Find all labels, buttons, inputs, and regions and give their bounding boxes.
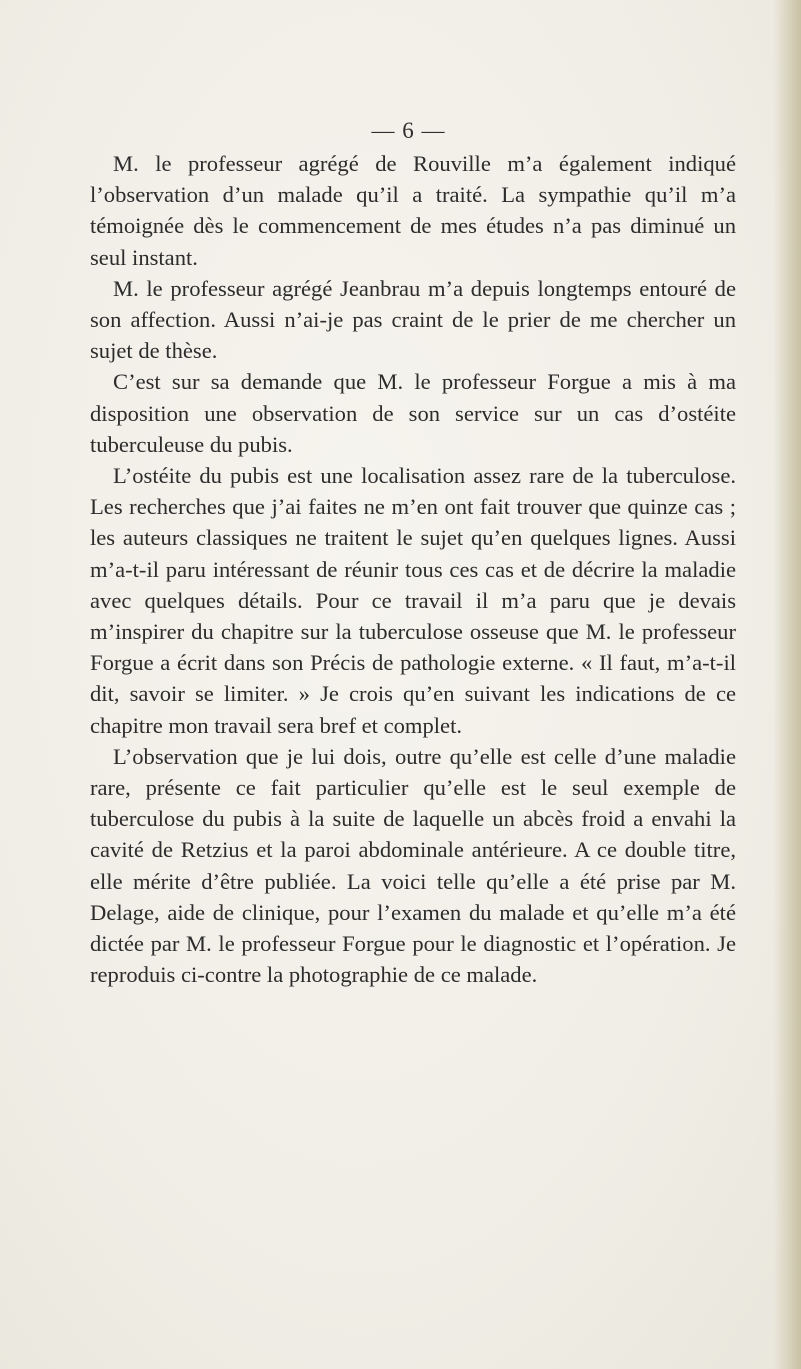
page-edge-shadow [773, 0, 801, 1369]
page-number: — 6 — [371, 118, 446, 143]
paragraph-observation: L’observation que je lui dois, outre qu’elle est celle d’une maladie rare, présente ce fait particulier qu’elle est le seul exemple de tuberculose du pubis à la suite de laquelle un abcès froid a envahi la cavité de Retzius et la paroi abdominale antérieure. A ce double titre, elle mérite d’être publiée. La voici telle qu’elle a été prise par M. Delage, aide de clinique, pour l’examen du malade et qu’elle m’a été dictée par M. le professeur Forgue pour le diagnostic et l’opération. Je reproduis ci-contre la photographie de ce malade. [90, 743, 736, 988]
body-text [90, 148, 736, 990]
paragraph-forgue: C’est sur sa demande que M. le professeur Forgue a mis à ma disposition une observation de son service sur un cas d’ostéite tuberculeuse du pubis. [90, 369, 736, 457]
paragraph-osteite: L’ostéite du pubis est une localisation assez rare de la tuberculose. Les recherches que j’ai faites ne m’en ont fait trouver que quinze cas ; les auteurs classiques ne traitent le sujet qu’en quelques lignes. Aussi m’a-t-il paru intéressant de réunir tous ces cas et de décrire la maladie avec quelques détails. Pour ce travail il m’a paru que je devais m’inspirer du chapitre sur la tuberculose osseuse que M. le professeur Forgue a écrit dans son Précis de pathologie externe. « Il faut, m’a-t-il dit, savoir se limiter. » Je crois qu’en suivant les indications de ce chapitre mon travail sera bref et complet. [90, 463, 736, 738]
paragraph-jeanbrau: M. le professeur agrégé Jeanbrau m’a depuis longtemps entouré de son affection. Aussi n’ai-je pas craint de le prier de me chercher un sujet de thèse. [90, 275, 736, 364]
paragraph-rouville: M. le professeur agrégé de Rouville m’a également indiqué l’observation d’un malade qu’il a traité. La sympathie qu’il m’a témoignée dès le commencement de mes études n’a pas diminué un seul instant. [90, 151, 736, 270]
